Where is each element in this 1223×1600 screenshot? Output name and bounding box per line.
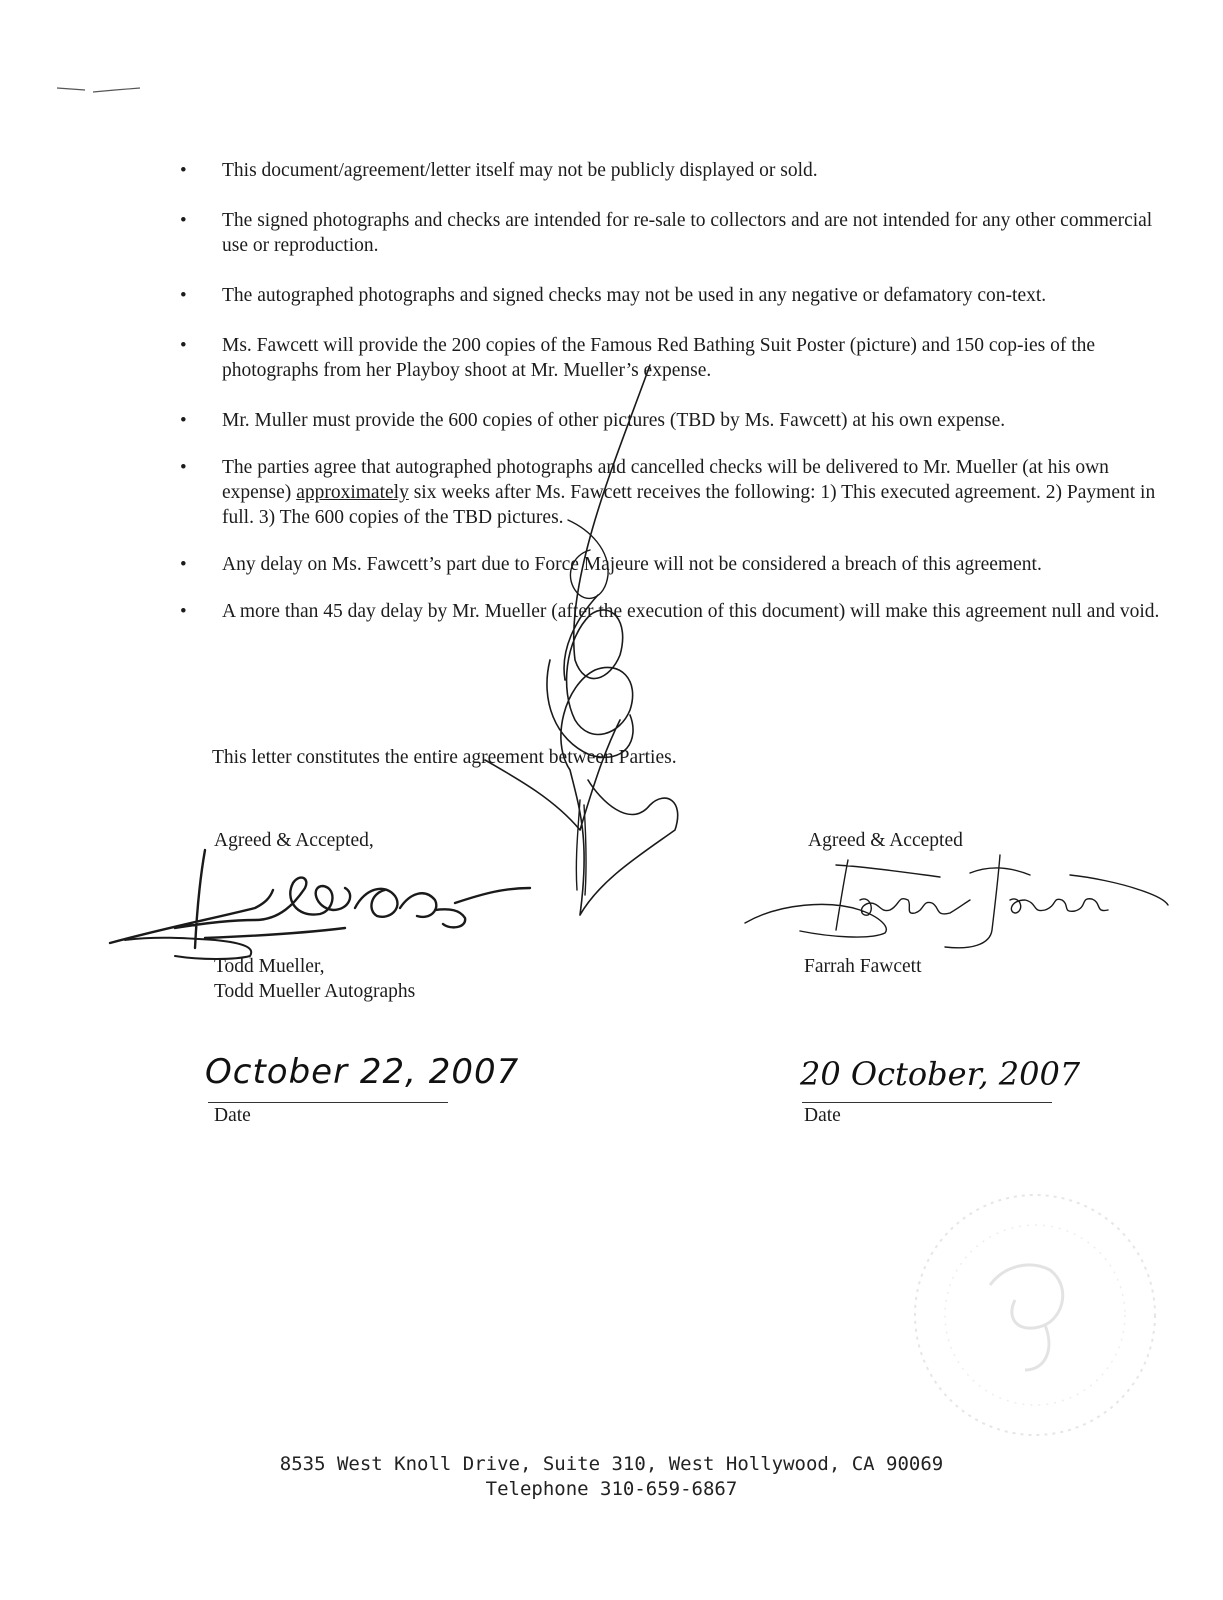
left-party-name: Todd Mueller,: [214, 956, 325, 977]
underlined-word: approximately: [296, 482, 409, 503]
footer-address: 8535 West Knoll Drive, Suite 310, West Hollywood, CA 90069: [279, 1453, 944, 1475]
central-signature-flourish: [480, 360, 700, 920]
left-accepted-label: Agreed & Accepted,: [214, 830, 374, 851]
term-item: • A more than 45 day delay by Mr. Mueller (after the execution of this document) will make this agreement null and void.: [180, 601, 1160, 622]
bullet-icon: •: [180, 160, 187, 181]
farrah-fawcett-signature: [740, 855, 1170, 955]
scan-artifact: [55, 80, 145, 100]
term-item: • This document/agreement/letter itself may not be publicly displayed or sold.: [180, 160, 818, 181]
term-item: • Ms. Fawcett will provide the 200 copies of the Famous Red Bathing Suit Poster (picture) and 150 cop-ies of the photographs from her Playboy shoot at Mr. Mueller’s expense.: [180, 335, 1096, 381]
todd-mueller-signature: [105, 848, 535, 968]
term-item: • Any delay on Ms. Fawcett’s part due to Force Majeure will not be considered a breach of this agreement.: [180, 554, 1042, 575]
term-item: • The signed photographs and checks are intended for re-sale to collectors and are not intended for any other commercial use or reproduction.: [180, 210, 1153, 256]
bullet-icon: •: [180, 457, 187, 478]
bullet-icon: •: [180, 210, 187, 231]
footer-telephone: Telephone 310-659-6867: [485, 1478, 738, 1500]
bullet-icon: •: [180, 554, 187, 575]
right-date-line: [802, 1102, 1052, 1103]
right-date-label: Date: [804, 1105, 841, 1126]
bullet-icon: •: [180, 410, 187, 431]
right-accepted-label: Agreed & Accepted: [808, 830, 963, 851]
embossed-seal-icon: [895, 1175, 1175, 1455]
right-party-name: Farrah Fawcett: [804, 956, 922, 977]
bullet-icon: •: [180, 285, 187, 306]
term-item: • The parties agree that autographed photographs and cancelled checks will be delivered to Mr. Mueller (at his own expense) approximately six weeks after Ms. Fawcett receives the following: 1) This executed agreement. 2) Payment in full. 3) The 600 copies of the TBD pictures.: [180, 457, 1156, 528]
bullet-icon: •: [180, 601, 187, 622]
left-date-line: [208, 1102, 448, 1103]
term-item: • The autographed photographs and signed checks may not be used in any negative or defamatory con-text.: [180, 285, 1047, 306]
left-date-label: Date: [214, 1105, 251, 1126]
term-item: • Mr. Muller must provide the 600 copies of other pictures (TBD by Ms. Fawcett) at his own expense.: [180, 410, 1006, 431]
closing-statement: This letter constitutes the entire agreement between Parties.: [212, 747, 677, 768]
right-handwritten-date: 20 October, 2007: [800, 1055, 1081, 1093]
left-handwritten-date: October 22, 2007: [205, 1052, 520, 1092]
left-party-company: Todd Mueller Autographs: [214, 981, 416, 1002]
bullet-icon: •: [180, 335, 187, 356]
